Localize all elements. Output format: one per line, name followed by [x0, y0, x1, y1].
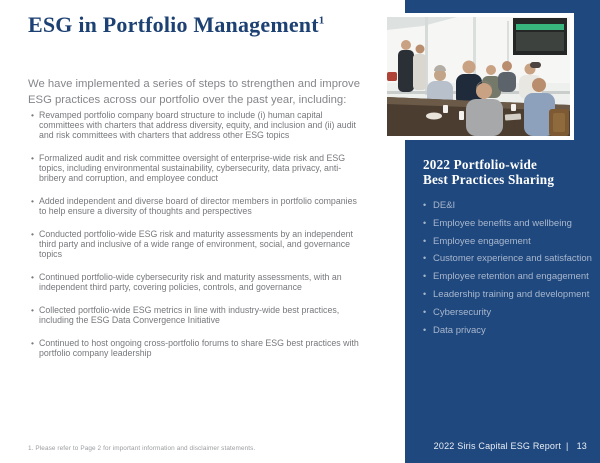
footnote-marker: 1	[318, 14, 325, 27]
bullet-icon: •	[423, 217, 427, 228]
list-item	[28, 110, 362, 140]
list-item-text: Revamped portfolio company board structure to include (i) human capital committees with charters that address diversity, equity, and inclusion and (ii) audit and risk committees with charters that address other ESG topics	[39, 110, 356, 140]
list-item-text: Customer experience and satisfaction	[433, 253, 592, 265]
footnote: 1. Please refer to Page 2 for important information and disclaimer statements.	[28, 445, 256, 452]
esg-steps-list	[28, 110, 362, 371]
bullet-icon: •	[423, 235, 427, 246]
sidebar-content	[423, 158, 591, 342]
list-item-text: Continued portfolio-wide cybersecurity risk and maturity assessments, with an independent third party, covering policies, controls, and governance	[39, 272, 342, 292]
list-item-text: Leadership training and development	[433, 288, 590, 300]
bullet-icon: •	[31, 272, 34, 282]
bullet-icon: •	[423, 324, 427, 335]
bullet-icon: •	[31, 305, 34, 315]
bullet-icon: •	[31, 338, 34, 348]
list-item	[423, 200, 591, 211]
list-item	[28, 153, 362, 183]
best-practices-list	[423, 200, 591, 336]
list-item-text: DE&I	[433, 200, 456, 211]
photo-frame	[383, 13, 574, 140]
list-item	[423, 325, 591, 336]
list-item-text: Added independent and diverse board of director members in portfolio companies to help ensure a diversity of thoughts and perspectives	[39, 196, 357, 216]
footer-separator: |	[566, 441, 569, 451]
list-item-text: Conducted portfolio-wide ESG risk and maturity assessments by an independent third party and inclusive of a wide range of environment, social, and governance topics	[39, 229, 353, 259]
list-item-text: Cybersecurity	[433, 306, 492, 318]
bullet-icon: •	[31, 196, 34, 206]
bullet-icon: •	[423, 200, 427, 210]
list-item-text: Employee benefits and wellbeing	[433, 217, 572, 229]
list-item-text: Data privacy	[433, 324, 486, 336]
list-item-text: Continued to host ongoing cross-portfolio forums to share ESG best practices with portfolio company leadership	[39, 338, 359, 358]
bullet-icon: •	[31, 110, 34, 120]
list-item	[28, 305, 362, 325]
list-item	[28, 229, 362, 259]
list-item	[423, 307, 591, 318]
bullet-icon: •	[423, 288, 427, 299]
list-item	[28, 338, 362, 358]
list-item	[423, 289, 591, 300]
intro-paragraph: We have implemented a series of steps to strengthen and improve ESG practices across our portfolio over the past year, including:	[28, 78, 360, 106]
list-item	[423, 253, 591, 264]
sidebar-heading-line2: Best Practices Sharing	[423, 171, 555, 187]
page-title	[28, 12, 324, 38]
bullet-icon: •	[423, 253, 427, 264]
list-item-text: Formalized audit and risk committee oversight of enterprise-wide risk and ESG topics, including environmental sustainability, cybersecurity, data privacy, anti-bribery and corruption, and employee conduct	[39, 153, 346, 183]
conference-room-photo	[387, 17, 570, 136]
sidebar-heading	[423, 158, 591, 187]
list-item	[28, 272, 362, 292]
list-item-text: Collected portfolio-wide ESG metrics in line with industry-wide best practices, including the ESG Data Convergence Initiative	[39, 305, 340, 325]
bullet-icon: •	[423, 271, 427, 282]
list-item-text: Employee retention and engagement	[433, 271, 589, 283]
report-footer-label: 2022 Siris Capital ESG Report	[433, 441, 562, 451]
list-item	[423, 236, 591, 247]
page-number: 13	[576, 441, 587, 451]
page-title-text: ESG in Portfolio Management	[28, 12, 319, 37]
list-item	[28, 196, 362, 216]
list-item-text: Employee engagement	[433, 235, 531, 247]
list-item	[423, 271, 591, 282]
report-footer	[434, 441, 587, 451]
bullet-icon: •	[423, 306, 427, 317]
bullet-icon: •	[31, 153, 34, 163]
bullet-icon: •	[31, 229, 34, 239]
sidebar-heading-line1: 2022 Portfolio-wide	[423, 157, 538, 172]
list-item	[423, 218, 591, 229]
